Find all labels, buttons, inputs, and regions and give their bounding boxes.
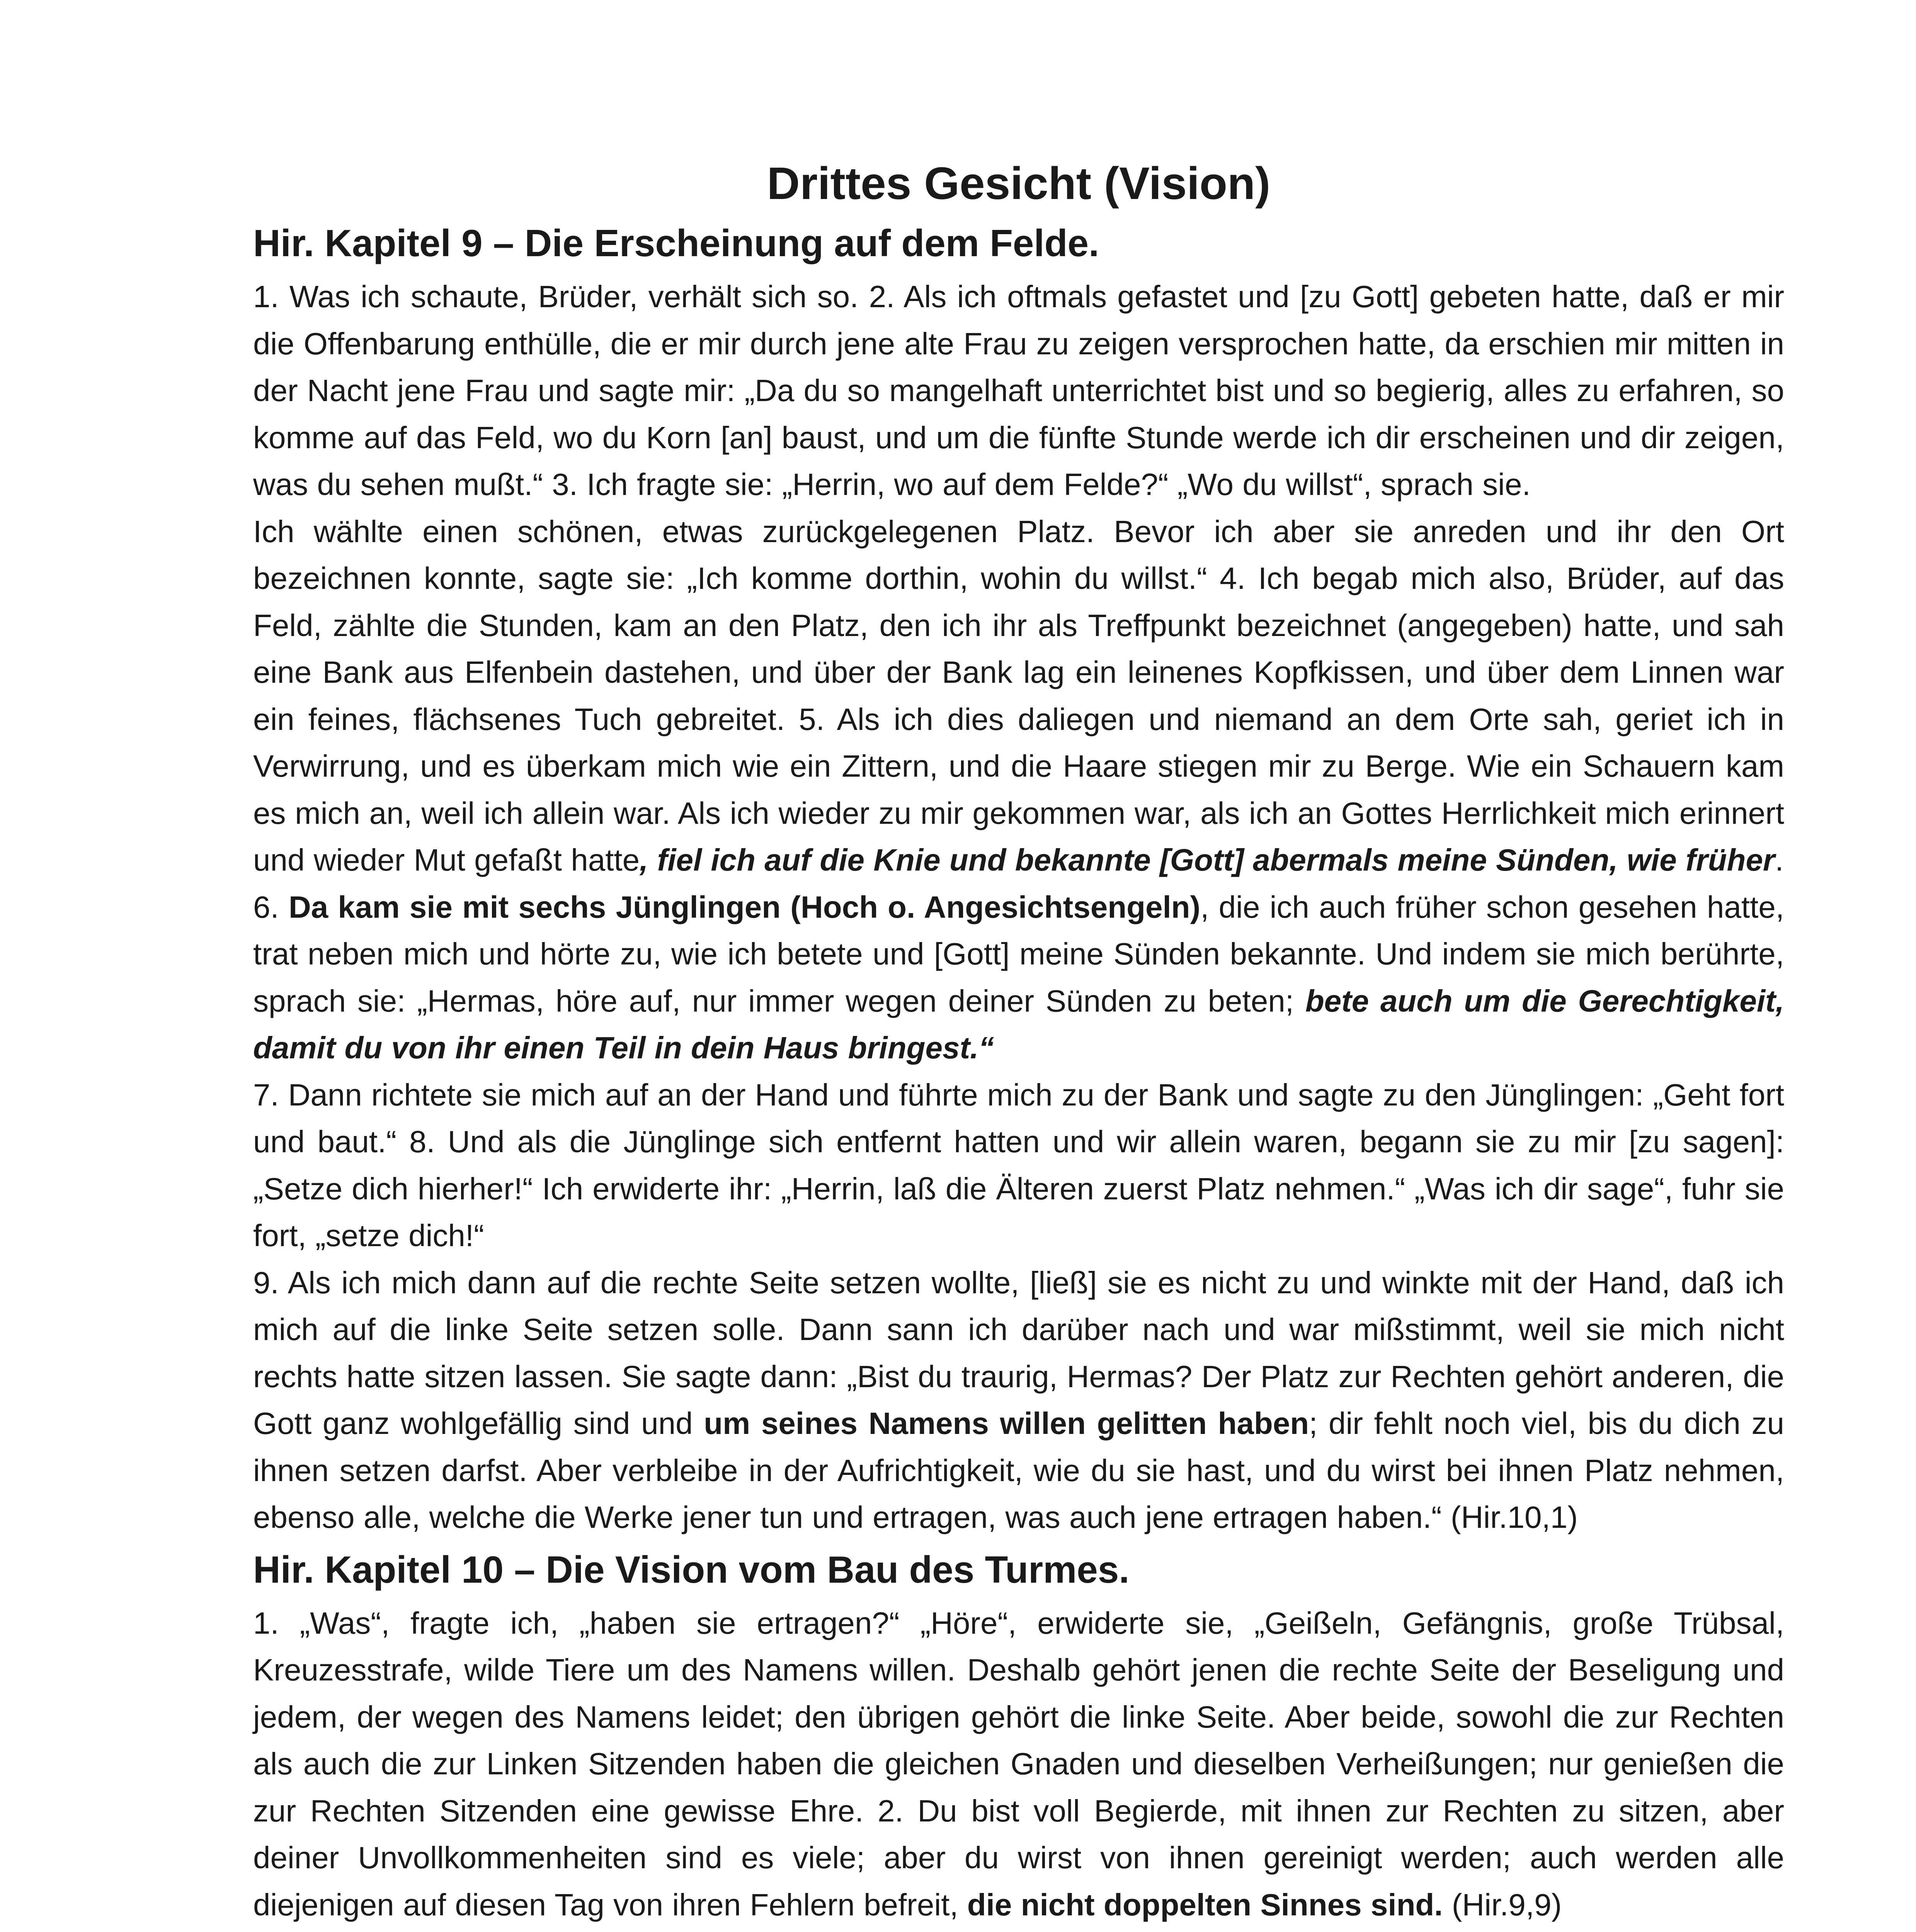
paragraph (253, 1071, 1784, 1259)
paragraph-text: 1. Was ich schaute, Brüder, verhält sich so. 2. Als ich oftmals gefastet und [zu Gott] gebeten hatte, daß er mir die Offenbarung enthülle, die er mir durch jene alte Frau zu zeigen versprochen hatte, da erschien mir mitten in der Nacht jene Frau und sagte mir: „Da du so mangelhaft unterrichtet bist und so begierig, alles zu erfahren, so komme auf das Feld, wo du Korn [an] baust, und um die fünfte Stunde werde ich dir erscheinen und dir zeigen, was du sehen mußt.“ 3. Ich fragte sie: „Herrin, wo auf dem Felde?“ „Wo du willst“, sprach sie. (253, 279, 1784, 502)
chapter-9-heading: Hir. Kapitel 9 – Die Erscheinung auf dem Felde. (253, 222, 1099, 264)
chapter-10-heading: Hir. Kapitel 10 – Die Vision vom Bau des Turmes. (253, 1548, 1130, 1591)
page-title: Drittes Gesicht (Vision) (767, 158, 1271, 209)
paragraph-text: 7. Dann richtete sie mich auf an der Hand und führte mich zu der Bank und sagte zu den Jünglingen: „Geht fort und baut.“ 8. Und als die Jünglinge sich entfernt hatten und wir allein waren, begann sie zu mir [zu sagen]: „Setze dich hierher!“ Ich erwiderte ihr: „Herrin, laß die Älteren zuerst Platz nehmen.“ „Was ich dir sage“, fuhr sie fort, „setze dich!“ (253, 1077, 1784, 1253)
paragraph-text: . (1775, 843, 1784, 877)
bold-text: um seines Namens willen gelitten haben (704, 1406, 1309, 1440)
document-page (253, 153, 1784, 1932)
paragraph-text: 6. (253, 889, 289, 924)
paragraph-text: , die ich auch früher schon gesehen hatte, trat neben mich und hörte zu, wie ich betete und [Gott] meine Sünden bekannte. Und indem sie mich berührte, sprach sie: „Hermas, höre auf, nur immer wegen deiner Sünden zu beten; (253, 889, 1784, 1018)
bold-text: die nicht doppelten Sinnes sind. (967, 1887, 1443, 1922)
paragraph-text: 1. „Was“, fragte ich, „haben sie ertragen?“ „Höre“, erwiderte sie, „Geißeln, Gefängnis, große Trübsal, Kreuzesstrafe, wilde Tiere um des Namens willen. Deshalb gehört jenen die rechte Seite der Beseligung und jedem, der wegen des Namens leidet; den übrigen gehört die linke Seite. Aber beide, sowohl die zur Rechten als auch die zur Linken Sitzenden haben die gleichen Gnaden und dieselben Verheißungen; nur genießen die zur Rechten Sitzenden eine gewisse Ehre. 2. Du bist voll Begierde, mit ihnen zur Rechten zu sitzen, aber deiner Unvollkommenheiten sind es viele; aber du wirst von ihnen gereinigt werden; auch werden alle diejenigen auf diesen Tag von ihren Fehlern befreit, (253, 1605, 1784, 1922)
emphasized-text: bete auch um die Gerechtigkeit, damit du von ihr einen Teil in dein Haus bringest.“ (253, 983, 1784, 1065)
paragraph (253, 1600, 1784, 1929)
paragraph-text: 9. Als ich mich dann auf die rechte Seite setzen wollte, [ließ] sie es nicht zu und winkte mit der Hand, daß ich mich auf die linke Seite setzen solle. Dann sann ich darüber nach und war mißstimmt, weil sie mich nicht rechts hatte sitzen lassen. Sie sagte dann: „Bist du traurig, Hermas? Der Platz zur Rechten gehört anderen, die Gott ganz wohlgefällig sind und (253, 1265, 1784, 1440)
paragraph (253, 884, 1784, 1071)
paragraph-text: ; dir fehlt noch viel, bis du dich zu ihnen setzen darfst. Aber verbleibe in der Aufrichtigkeit, wie du sie hast, und du wirst bei ihnen Platz nehmen, ebenso alle, welche die Werke jener tun und ertragen, was auch jene ertragen haben.“ (Hir.10,1) (253, 1406, 1785, 1534)
paragraph (253, 1259, 1784, 1541)
paragraph (253, 508, 1784, 884)
emphasized-text: , fiel ich auf die Knie und bekannte [Gott] abermals meine Sünden, wie früher (640, 843, 1775, 877)
paragraph (253, 273, 1784, 508)
paragraph-text: (Hir.9,9) (1443, 1887, 1562, 1922)
bold-text: Da kam sie mit sechs Jünglingen (Hoch o. Angesichtsengeln) (288, 889, 1201, 924)
paragraph (253, 1928, 1784, 1932)
paragraph-text: Ich wählte einen schönen, etwas zurückgelegenen Platz. Bevor ich aber sie anreden und ihr den Ort bezeichnen konnte, sagte sie: „Ich komme dorthin, wohin du willst.“ 4. Ich begab mich also, Brüder, auf das Feld, zählte die Stunden, kam an den Platz, den ich ihr als Treffpunkt bezeichnet (angegeben) hatte, und sah eine Bank aus Elfenbein dastehen, und über der Bank lag ein leinenes Kopfkissen, und über dem Linnen war ein feines, flächsenes Tuch gebreitet. 5. Als ich dies daliegen und niemand an dem Orte sah, geriet ich in Verwirrung, und es überkam mich wie ein Zittern, und die Haare stiegen mir zu Berge. Wie ein Schauern kam es mich an, weil ich allein war. Als ich wieder zu mir gekommen war, als ich an Gottes Herrlichkeit mich erinnert und wieder Mut gefaßt hatte (253, 514, 1784, 877)
